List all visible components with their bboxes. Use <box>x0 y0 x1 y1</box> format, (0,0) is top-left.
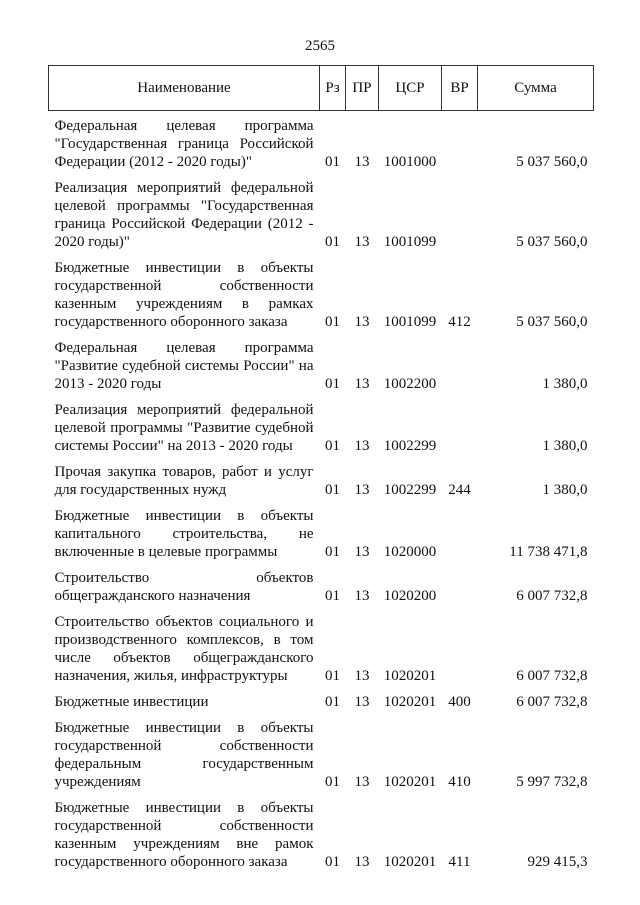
row-csr: 1020201 <box>383 774 437 790</box>
header-sum: Сумма <box>478 66 594 111</box>
row-csr: 1001099 <box>383 234 437 250</box>
row-pr: 13 <box>354 234 370 250</box>
header-pr: ПР <box>346 66 379 111</box>
row-csr: 1020201 <box>383 854 437 870</box>
row-vr <box>442 176 478 256</box>
table-row <box>49 690 594 716</box>
row-vr <box>442 111 478 177</box>
table-row <box>49 796 594 876</box>
row-rz: 01 <box>325 376 340 392</box>
row-pr: 13 <box>354 482 370 498</box>
header-vr: ВР <box>442 66 478 111</box>
row-pr: 13 <box>354 588 370 604</box>
row-csr: 1002200 <box>383 376 437 392</box>
row-vr <box>442 610 478 690</box>
row-sum: 5 037 560,0 <box>516 314 588 330</box>
row-csr: 1001000 <box>383 154 437 170</box>
row-vr <box>442 566 478 610</box>
row-name: Федеральная целевая программа "Развитие судебной системы России" на 2013 - 2020 годы <box>54 340 314 392</box>
header-name: Наименование <box>49 66 320 111</box>
row-csr: 1020000 <box>383 544 437 560</box>
row-csr: 1020201 <box>383 668 437 684</box>
table-row <box>49 398 594 460</box>
row-csr: 1001099 <box>383 314 437 330</box>
row-pr: 13 <box>354 438 370 454</box>
row-pr: 13 <box>354 774 370 790</box>
row-rz: 01 <box>325 482 340 498</box>
row-sum: 1 380,0 <box>542 438 588 454</box>
row-vr <box>442 504 478 566</box>
row-vr: 412 <box>448 314 471 330</box>
row-sum: 5 037 560,0 <box>516 154 588 170</box>
row-sum: 11 738 471,8 <box>509 544 588 560</box>
row-name: Реализация мероприятий федеральной целевой программы "Развитие судебной системы России" на 2013 - 2020 годы <box>54 402 314 454</box>
table-row <box>49 504 594 566</box>
row-name: Строительство объектов социального и производственного комплексов, в том числе объектов общегражданского назначения, жилья, инфраструктуры <box>54 614 314 684</box>
row-pr: 13 <box>354 694 370 710</box>
row-vr: 410 <box>448 774 471 790</box>
row-csr: 1002299 <box>383 482 437 498</box>
budget-table <box>48 65 594 876</box>
row-name: Прочая закупка товаров, работ и услуг для государственных нужд <box>54 464 314 498</box>
row-name: Бюджетные инвестиции <box>54 694 209 710</box>
row-rz: 01 <box>325 668 340 684</box>
row-vr <box>442 398 478 460</box>
row-sum: 5 997 732,8 <box>516 774 588 790</box>
row-sum: 5 037 560,0 <box>516 234 588 250</box>
row-sum: 6 007 732,8 <box>516 588 588 604</box>
row-rz: 01 <box>325 438 340 454</box>
header-csr: ЦСР <box>379 66 442 111</box>
row-pr: 13 <box>354 544 370 560</box>
row-sum: 6 007 732,8 <box>516 668 588 684</box>
row-pr: 13 <box>354 376 370 392</box>
row-csr: 1002299 <box>383 438 437 454</box>
row-rz: 01 <box>325 774 340 790</box>
row-rz: 01 <box>325 854 340 870</box>
table-row <box>49 336 594 398</box>
row-name: Строительство объектов общегражданского назначения <box>54 570 314 604</box>
row-csr: 1020200 <box>383 588 437 604</box>
table-row <box>49 460 594 504</box>
row-sum: 6 007 732,8 <box>516 694 588 710</box>
table-row <box>49 111 594 177</box>
row-vr: 244 <box>448 482 471 498</box>
row-rz: 01 <box>325 694 340 710</box>
table-row <box>49 256 594 336</box>
row-name: Реализация мероприятий федеральной целевой программы "Государственная граница Российской Федерации (2012 - 2020 годы)" <box>54 180 314 250</box>
row-pr: 13 <box>354 854 370 870</box>
table-row <box>49 610 594 690</box>
row-vr: 400 <box>448 694 471 710</box>
row-sum: 929 415,3 <box>527 854 588 870</box>
row-rz: 01 <box>325 314 340 330</box>
row-rz: 01 <box>325 154 340 170</box>
row-pr: 13 <box>354 314 370 330</box>
table-row <box>49 716 594 796</box>
row-sum: 1 380,0 <box>542 376 588 392</box>
table-header <box>49 66 594 111</box>
row-sum: 1 380,0 <box>542 482 588 498</box>
page-number: 2565 <box>305 38 335 54</box>
row-csr: 1020201 <box>383 694 437 710</box>
row-pr: 13 <box>354 668 370 684</box>
row-name: Бюджетные инвестиции в объекты капитального строительства, не включенные в целевые программы <box>54 508 314 560</box>
row-name: Бюджетные инвестиции в объекты государственной собственности казенным учреждениям вне рамок государственного оборонного заказа <box>54 800 314 870</box>
table-row <box>49 566 594 610</box>
row-name: Бюджетные инвестиции в объекты государственной собственности федеральным государственным учреждениям <box>54 720 314 790</box>
row-name: Бюджетные инвестиции в объекты государственной собственности казенным учреждениям в рамках государственного оборонного заказа <box>54 260 314 330</box>
row-rz: 01 <box>325 234 340 250</box>
row-pr: 13 <box>354 154 370 170</box>
row-name: Федеральная целевая программа "Государственная граница Российской Федерации (2012 - 2020 годы)" <box>54 118 314 170</box>
table-row <box>49 176 594 256</box>
row-rz: 01 <box>325 544 340 560</box>
row-vr: 411 <box>448 854 471 870</box>
header-rz: Рз <box>320 66 346 111</box>
row-vr <box>442 336 478 398</box>
row-rz: 01 <box>325 588 340 604</box>
